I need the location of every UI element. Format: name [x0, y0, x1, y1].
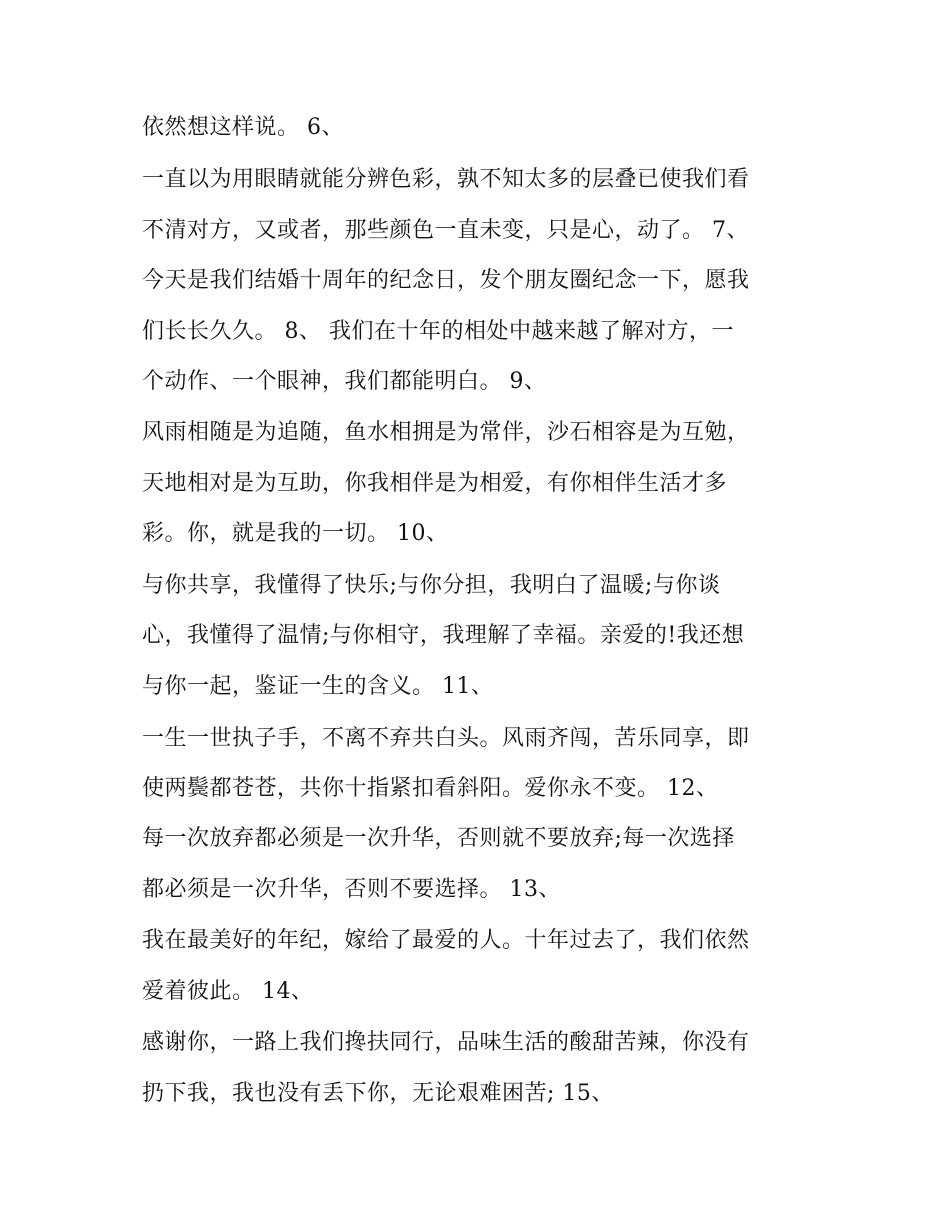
text-line: 都必须是一次升华，否则不要选择。 13、 [142, 877, 561, 902]
text-line: 们长长久久。 8、 我们在十年的相处中越来越了解对方，一 [142, 319, 734, 344]
text-line: 每一次放弃都必须是一次升华，否则就不要放弃;每一次选择 [142, 826, 735, 851]
text-line: 依然想这样说。 6、 [142, 115, 344, 140]
text-line: 一生一世执子手，不离不弃共白头。风雨齐闯，苦乐同享，即 [142, 726, 750, 751]
text-line: 扔下我，我也没有丢下你，无论艰难困苦; 15、 [142, 1081, 614, 1106]
text-line: 天地相对是为互助，你我相伴是为相爱，有你相伴生活才多 [142, 471, 728, 496]
text-line: 与你一起，鉴证一生的含义。 11、 [142, 674, 494, 699]
text-line: 与你共享，我懂得了快乐;与你分担，我明白了温暖;与你谈 [142, 573, 721, 598]
text-line: 使两鬓都苍苍，共你十指紧扣看斜阳。爱你永不变。 12、 [142, 776, 719, 801]
text-line: 风雨相随是为追随，鱼水相拥是为常伴，沙石相容是为互勉， [142, 420, 750, 445]
text-line: 彩。你，就是我的一切。 10、 [142, 521, 449, 546]
text-line: 感谢你，一路上我们搀扶同行，品味生活的酸甜苦辣，你没有 [142, 1030, 750, 1055]
text-line: 一直以为用眼睛就能分辨色彩，孰不知太多的层叠已使我们看 [142, 167, 750, 192]
text-line: 爱着彼此。 14、 [142, 979, 314, 1004]
text-line: 心，我懂得了温情;与你相守，我理解了幸福。亲爱的!我还想 [142, 623, 745, 648]
text-line: 我在最美好的年纪，嫁给了最爱的人。十年过去了，我们依然 [142, 928, 750, 953]
text-line: 个动作、一个眼神，我们都能明白。 9、 [142, 369, 547, 394]
text-line: 今天是我们结婚十周年的纪念日，发个朋友圈纪念一下，愿我 [142, 268, 750, 293]
text-line: 不清对方，又或者，那些颜色一直未变，只是心，动了。 7、 [142, 218, 749, 243]
